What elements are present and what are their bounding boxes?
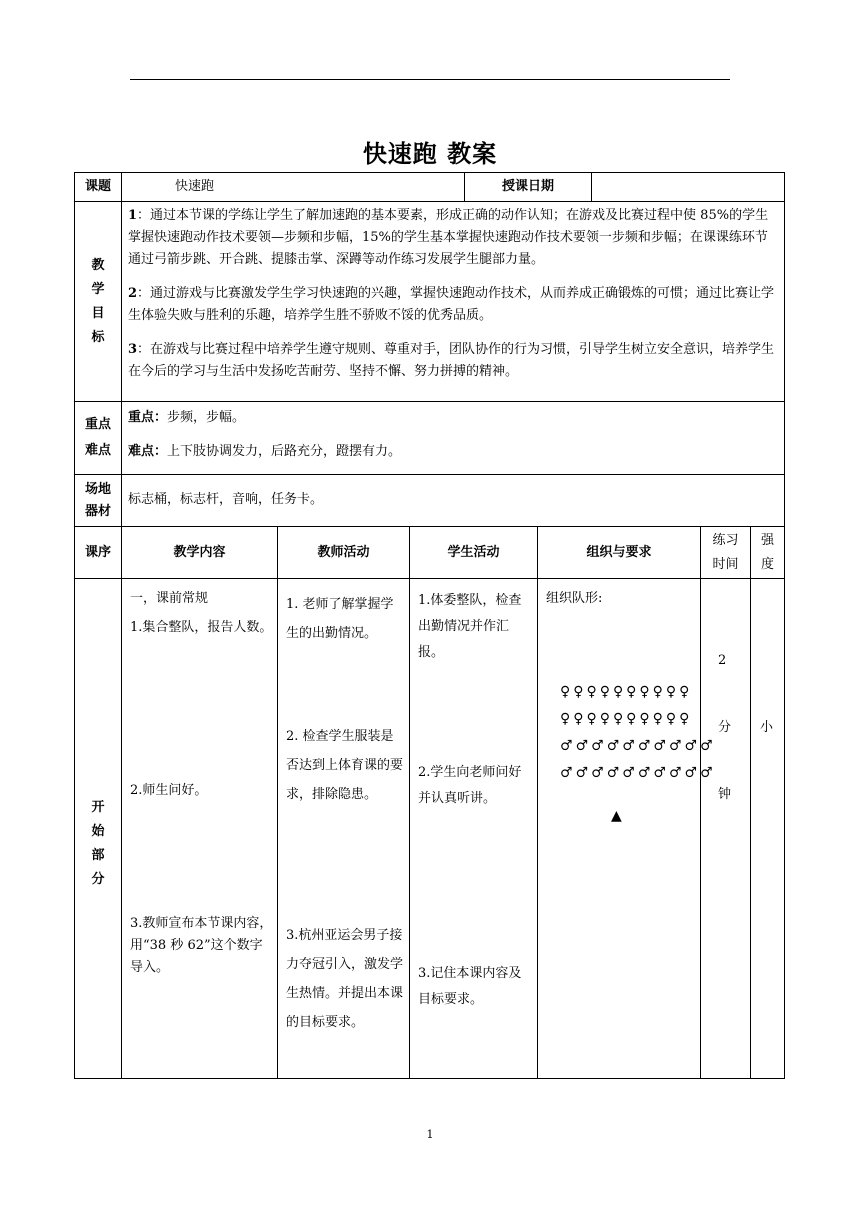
male-student-icon: ♂ (637, 765, 651, 781)
student-item: 1.体委整队，检查出勤情况并作汇报。 (418, 593, 522, 660)
objectives-label (74, 201, 122, 402)
time-char: 钟 (718, 787, 732, 802)
time-char: 分 (718, 720, 732, 735)
topic-value: 快速跑 (121, 172, 465, 202)
objective-item: 3：在游戏与比赛过程中培养学生遵守规则、尊重对手，团队协作的行为习惯，引导学生树立安全意识，培养学生在今后的学习与生活中发扬吃苦耐劳、坚持不懈、努力拼搏的精神。 (128, 342, 775, 379)
formation-diagram (560, 684, 713, 792)
teacher-position-icon: ▲ (611, 808, 622, 824)
key-point-line: 重点：步频，步幅。 (128, 410, 246, 425)
female-student-icon: ♀ (560, 684, 571, 700)
male-student-icon: ♂ (606, 738, 620, 754)
female-student-icon: ♀ (639, 684, 650, 700)
difficult-point-line: 难点：上下肢协调发力，后路充分，蹬摆有力。 (128, 444, 402, 459)
female-student-icon: ♀ (599, 711, 610, 727)
formation-row (560, 711, 713, 731)
female-student-icon: ♀ (665, 711, 677, 727)
content-item: 3.教师宣布本节课内容，用“38 秒 62”这个数字导入。 (130, 916, 273, 975)
female-student-icon: ♀ (665, 684, 677, 700)
teacher-item: 2. 检查学生服装是否达到上体育课的要求，排除隐患。 (286, 729, 404, 802)
header-student: 学生活动 (409, 526, 538, 579)
organization-cell (537, 578, 701, 1079)
intensity-cell (750, 578, 785, 1079)
student-item: 2.学生向老师问好并认真听讲。 (418, 765, 522, 806)
header-time: 练习 时间 (700, 526, 751, 579)
date-value (591, 172, 785, 202)
male-student-icon: ♂ (591, 738, 604, 754)
male-student-icon: ♂ (560, 738, 573, 754)
male-student-icon: ♂ (668, 765, 682, 781)
objectives-label-char: 学 (91, 281, 105, 297)
header-rule (130, 79, 730, 80)
formation-row (560, 765, 713, 785)
key-points-label: 重点 难点 (74, 401, 122, 475)
male-student-icon: ♂ (637, 738, 651, 754)
male-student-icon: ♂ (653, 765, 666, 781)
date-label: 授课日期 (464, 172, 592, 202)
header-organization: 组织与要求 (537, 526, 701, 579)
female-student-icon: ♀ (599, 684, 610, 700)
objectives-label-char: 目 (91, 305, 105, 321)
topic-label: 课题 (74, 172, 122, 202)
male-student-icon: ♂ (653, 738, 666, 754)
female-student-icon: ♀ (586, 711, 597, 727)
objectives-label-char: 教 (91, 257, 105, 273)
intensity-value: 小 (760, 720, 774, 735)
equipment-body: 标志桶，标志杆，音响，任务卡。 (121, 474, 785, 527)
key-points-body (121, 401, 785, 475)
time-char: 2 (718, 653, 727, 668)
male-student-icon: ♂ (684, 765, 698, 781)
female-student-icon: ♀ (679, 711, 690, 727)
formation-row (560, 738, 713, 758)
male-student-icon: ♂ (668, 738, 682, 754)
objective-item: 1：通过本节课的学练让学生了解加速跑的基本要素，形成正确的动作认知；在游戏及比赛过程中使 85%的学生掌握快速跑动作技术要领—步频和步幅，15%的学生基本掌握快速跑动作技术要领一步频和步幅；在课课练环节通过弓箭步跳、开合跳、提膝击掌、深蹲等动作练习发展学生腿部力量。 (128, 208, 769, 267)
header-intensity: 强 度 (750, 526, 785, 579)
male-student-icon: ♂ (560, 765, 573, 781)
page-number: 1 (426, 1128, 434, 1141)
content-item: 一，课前常规 (130, 591, 209, 606)
formation-title: 组织队形: (546, 591, 603, 606)
female-student-icon: ♀ (652, 711, 663, 727)
teacher-item: 1. 老师了解掌握学生的出勤情况。 (286, 597, 394, 641)
male-student-icon: ♂ (684, 738, 698, 754)
teacher-item: 3.杭州亚运会男子接力夺冠引入，激发学生热情。并提出本课的目标要求。 (286, 928, 404, 1030)
section-label: 开 始 部 分 (74, 578, 122, 1079)
female-student-icon: ♀ (652, 684, 663, 700)
female-student-icon: ♀ (560, 711, 571, 727)
female-student-icon: ♀ (626, 684, 637, 700)
male-student-icon: ♂ (606, 765, 620, 781)
header-content: 教学内容 (121, 526, 278, 579)
male-student-icon: ♂ (700, 765, 713, 781)
male-student-icon: ♂ (622, 738, 635, 754)
formation-row (560, 684, 713, 704)
content-cell (121, 578, 278, 1079)
female-student-icon: ♀ (573, 684, 584, 700)
objectives-body (121, 201, 785, 402)
female-student-icon: ♀ (586, 684, 597, 700)
male-student-icon: ♂ (700, 738, 713, 754)
male-student-icon: ♂ (591, 765, 604, 781)
male-student-icon: ♂ (575, 765, 589, 781)
header-teacher: 教师活动 (277, 526, 410, 579)
female-student-icon: ♀ (626, 711, 637, 727)
female-student-icon: ♀ (679, 684, 690, 700)
content-item: 1.集合整队，报告人数。 (130, 620, 273, 635)
content-item: 2.师生问好。 (130, 783, 208, 798)
student-item: 3.记住本课内容及目标要求。 (418, 966, 522, 1007)
document-title: 快速跑 教案 (362, 140, 498, 168)
female-student-icon: ♀ (612, 684, 624, 700)
female-student-icon: ♀ (612, 711, 624, 727)
male-student-icon: ♂ (575, 738, 589, 754)
female-student-icon: ♀ (573, 711, 584, 727)
female-student-icon: ♀ (639, 711, 650, 727)
objective-item: 2：通过游戏与比赛激发学生学习快速跑的兴趣，掌握快速跑动作技术，从而养成正确锻炼的可惯；通过比赛让学生体验失败与胜利的乐趣，培养学生胜不骄败不馁的优秀品质。 (128, 286, 775, 323)
objectives-label-char: 标 (91, 329, 105, 345)
male-student-icon: ♂ (622, 765, 635, 781)
header-order: 课序 (74, 526, 122, 579)
equipment-label: 场地 器材 (74, 474, 122, 527)
